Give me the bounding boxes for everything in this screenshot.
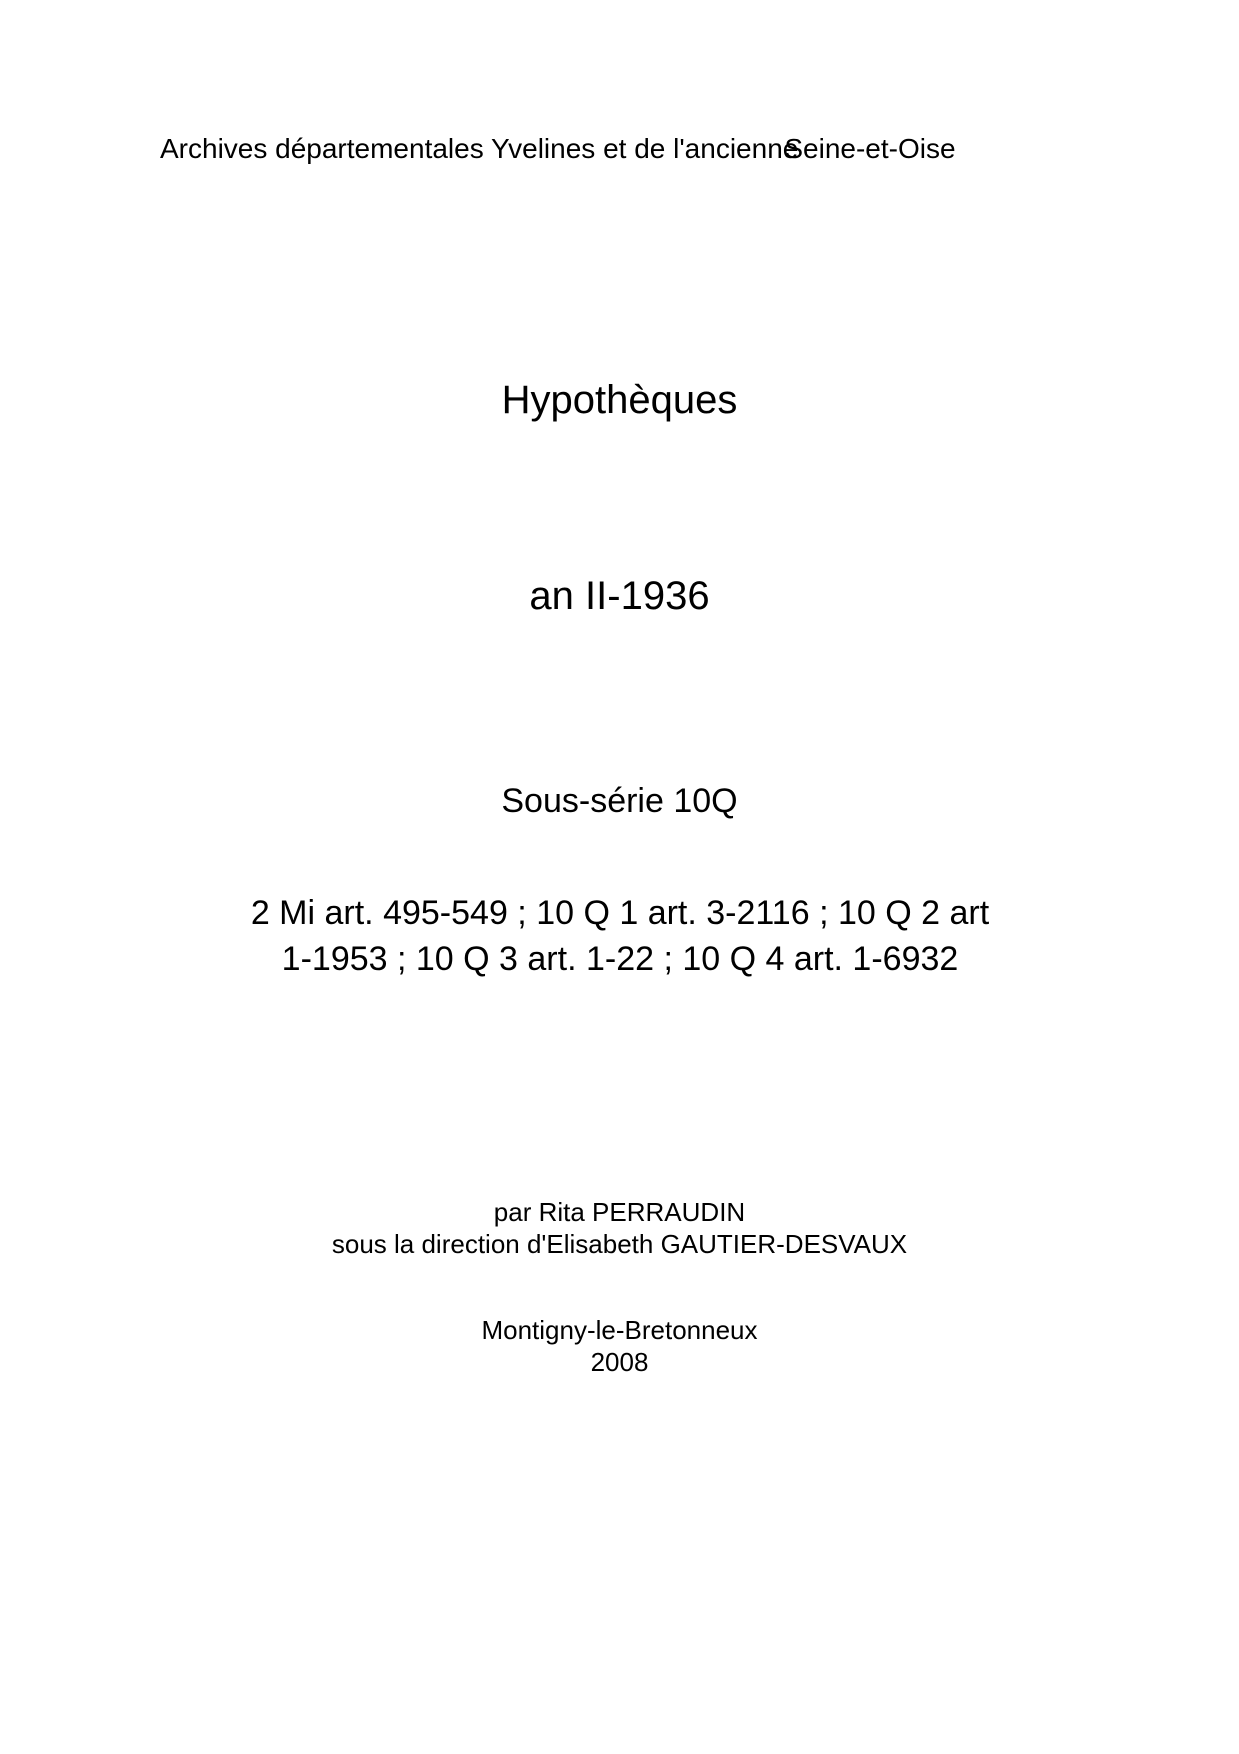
reference-block: [120, 890, 1120, 982]
author-name: par Rita PERRAUDIN: [493, 1197, 746, 1227]
institution-header: [160, 132, 1100, 166]
subseries-label: Sous-série 10Q: [501, 782, 738, 820]
reference-line-2: 1-1953 ; 10 Q 3 art. 1-22 ; 10 Q 4 art. 1-6932: [281, 940, 959, 978]
imprint-place: Montigny-le-Bretonneux: [481, 1315, 758, 1345]
imprint-year: 2008: [590, 1347, 649, 1377]
institution-header-tail: Seine-et-Oise: [784, 133, 956, 164]
date-range: an II-1936: [529, 574, 710, 618]
imprint-block: [0, 1314, 1239, 1378]
author-block: [0, 1196, 1239, 1260]
reference-line-1: 2 Mi art. 495-549 ; 10 Q 1 art. 3-2116 ; 10 Q 2 art: [250, 894, 990, 932]
institution-header-main: Archives départementales Yvelines et de l'ancienne: [160, 133, 799, 164]
page-title: Hypothèques: [501, 378, 738, 422]
supervisor-name: sous la direction d'Elisabeth GAUTIER-DESVAUX: [331, 1229, 908, 1259]
